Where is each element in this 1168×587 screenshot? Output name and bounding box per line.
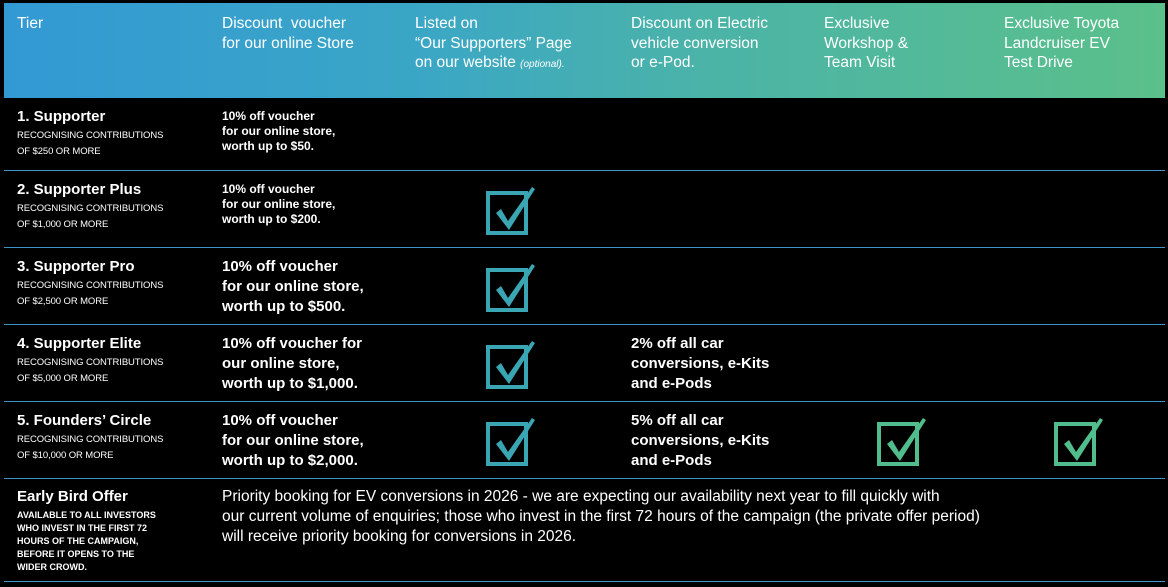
tier-name: 3. Supporter Pro [17, 258, 135, 275]
tier-subtitle-line: RECOGNISING CONTRIBUTIONS [17, 434, 164, 445]
checkbox-checked-icon [877, 416, 927, 466]
ev-discount-line: 5% off all car [631, 412, 724, 429]
header-listed-line: Listed on [415, 15, 478, 32]
early-bird-text-line: Priority booking for EV conversions in 2026 - we are expecting our availability next year to fill quickly with [222, 488, 940, 505]
tier-subtitle [17, 278, 163, 310]
ev-discount-line: conversions, e-Kits [631, 432, 770, 449]
early-bird-subtitle-line: WHO INVEST IN THE FIRST 72 [17, 523, 148, 533]
header-tier-label: Tier [17, 15, 44, 32]
ev-discount-line: and e-Pods [631, 452, 712, 469]
checkbox-checked-icon [1054, 416, 1104, 466]
checkbox-checked-icon [486, 185, 536, 235]
tier-subtitle [17, 201, 163, 233]
voucher-line: for our online store, [222, 278, 364, 295]
header-test-drive-line: Exclusive Toyota [1004, 15, 1120, 32]
table-row [4, 325, 1165, 402]
voucher-line: 10% off voucher [222, 182, 315, 196]
voucher-line: 10% off voucher [222, 109, 315, 123]
tier-subtitle-line: RECOGNISING CONTRIBUTIONS [17, 203, 164, 214]
ev-discount-line: 2% off all car [631, 335, 724, 352]
checkbox-checked-icon [486, 416, 536, 466]
tier-name: 5. Founders’ Circle [17, 412, 152, 429]
header-workshop [824, 14, 908, 73]
header-test-drive [1004, 14, 1119, 73]
tier-subtitle-line: OF $5,000 OR MORE [17, 373, 109, 384]
header-test-drive-line: Test Drive [1004, 54, 1073, 71]
header-ev-discount [631, 14, 768, 73]
header-listed-note: (optional). [520, 59, 565, 70]
table-row [4, 248, 1165, 325]
checkbox-checked-icon [486, 262, 536, 312]
ev-discount-line: conversions, e-Kits [631, 355, 770, 372]
header-listed-line: “Our Supporters” Page [415, 34, 572, 52]
voucher-line: worth up to $50. [222, 139, 315, 153]
ev-discount-cell [631, 411, 769, 471]
voucher-line: 10% off voucher [222, 258, 338, 275]
voucher-cell [222, 109, 335, 154]
header-ev-line: vehicle conversion [631, 34, 759, 52]
voucher-line: for our online store, [222, 197, 336, 211]
early-bird-subtitle-line: AVAILABLE TO ALL INVESTORS [17, 510, 156, 520]
early-bird-subtitle-line: BEFORE IT OPENS TO THE [17, 549, 135, 559]
ev-discount-line: and e-Pods [631, 375, 712, 392]
header-tier [17, 14, 43, 34]
tier-cell [17, 108, 163, 160]
tier-subtitle-line: RECOGNISING CONTRIBUTIONS [17, 280, 164, 291]
tier-subtitle-line: OF $1,000 OR MORE [17, 219, 109, 230]
voucher-line: our online store, [222, 355, 340, 372]
tier-subtitle [17, 355, 163, 387]
tier-subtitle-line: OF $2,500 OR MORE [17, 296, 109, 307]
early-bird-title: Early Bird Offer [17, 488, 128, 505]
tier-subtitle [17, 432, 163, 464]
voucher-line: for our online store, [222, 124, 336, 138]
tier-subtitle-line: RECOGNISING CONTRIBUTIONS [17, 357, 164, 368]
header-voucher-line: for our online Store [222, 34, 354, 52]
early-bird-text-line: will receive priority booking for conversions in 2026. [222, 528, 577, 545]
voucher-cell [222, 257, 364, 317]
early-bird-description [222, 487, 1122, 547]
early-bird-row [4, 479, 1165, 582]
header-ev-line: Discount on Electric [631, 15, 768, 32]
voucher-line: worth up to $500. [222, 298, 346, 315]
early-bird-cell [17, 488, 156, 574]
header-voucher-line: Discount voucher [222, 15, 347, 32]
tier-name: 4. Supporter Elite [17, 335, 142, 352]
tier-cell [17, 181, 163, 233]
header-voucher [222, 14, 354, 53]
ev-discount-cell [631, 334, 769, 394]
table-header [4, 3, 1165, 98]
header-workshop-line: Team Visit [824, 54, 896, 71]
tier-subtitle [17, 128, 163, 160]
header-listed [415, 14, 572, 75]
voucher-line: for our online store, [222, 432, 364, 449]
header-listed-line: on our website [415, 54, 516, 71]
voucher-cell [222, 182, 335, 227]
voucher-line: 10% off voucher [222, 412, 338, 429]
tier-cell [17, 335, 163, 387]
header-ev-line: or e-Pod. [631, 54, 695, 71]
table-row [4, 402, 1165, 479]
voucher-line: worth up to $2,000. [222, 452, 358, 469]
voucher-cell [222, 411, 364, 471]
early-bird-subtitle-line: HOURS OF THE CAMPAIGN, [17, 536, 139, 546]
early-bird-subtitle [17, 509, 156, 574]
early-bird-subtitle-line: WIDER CROWD. [17, 562, 87, 572]
tier-subtitle-line: OF $10,000 OR MORE [17, 450, 114, 461]
tier-subtitle-line: OF $250 OR MORE [17, 146, 101, 157]
checkbox-checked-icon [486, 339, 536, 389]
tier-subtitle-line: RECOGNISING CONTRIBUTIONS [17, 130, 164, 141]
table-row [4, 171, 1165, 248]
voucher-line: 10% off voucher for [222, 335, 363, 352]
voucher-cell [222, 334, 362, 394]
table-row [4, 98, 1165, 171]
tier-name: 2. Supporter Plus [17, 181, 142, 198]
header-workshop-line: Workshop & [824, 34, 909, 52]
tier-name: 1. Supporter [17, 108, 106, 125]
voucher-line: worth up to $1,000. [222, 375, 358, 392]
tier-cell [17, 258, 163, 310]
voucher-line: worth up to $200. [222, 212, 321, 226]
header-test-drive-line: Landcruiser EV [1004, 34, 1110, 52]
header-workshop-line: Exclusive [824, 15, 890, 32]
early-bird-text-line: our current volume of enquiries; those who invest in the first 72 hours of the campaign (the private offer period) [222, 508, 980, 525]
tier-cell [17, 412, 163, 464]
